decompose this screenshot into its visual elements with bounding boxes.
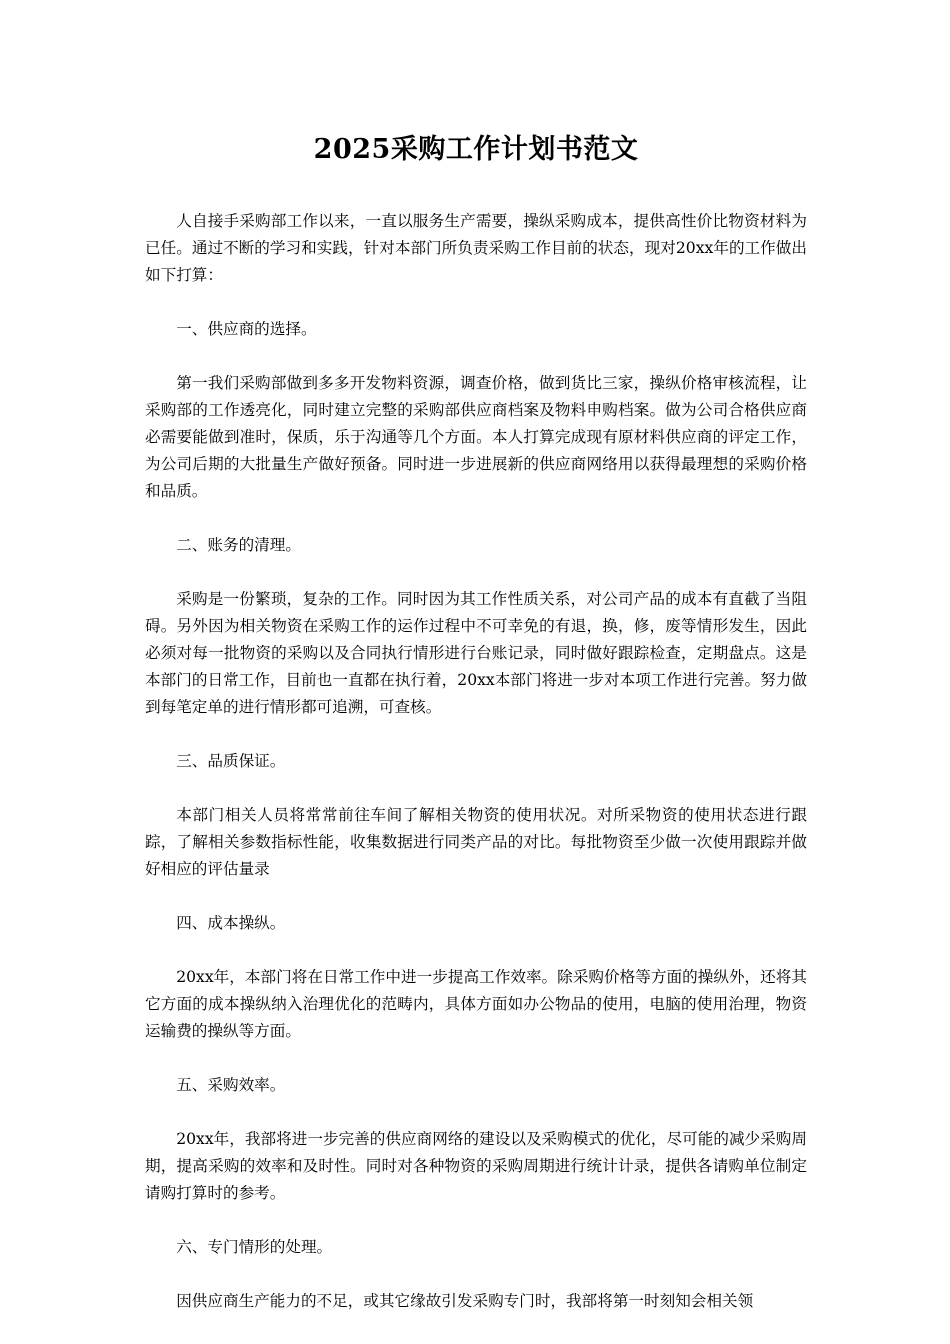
section-heading-account-cleanup: 二、账务的清理。 <box>176 536 301 554</box>
section-heading-quality-assurance: 三、品质保证。 <box>176 752 286 770</box>
section-heading-special-cases: 六、专门情形的处理。 <box>176 1238 333 1256</box>
section-heading-supplier-selection: 一、供应商的选择。 <box>176 320 317 338</box>
section-paragraph-special-cases: 因供应商生产能力的不足，或其它缘故引发采购专门时，我部将第一时刻知会相关领 <box>176 1292 754 1310</box>
section-paragraph-supplier-selection: 第一我们采购部做到多多开发物料资源，调查价格，做到货比三家，操纵价格审核流程，让采购部的工作透亮化，同时建立完整的采购部供应商档案及物料申购档案。做为公司合格供应商必需要能做到准时，保质，乐于沟通等几个方面。本人打算完成现有原材料供应商的评定工作，为公司后期的大批量生产做好预备。同时进一步进展新的供应商网络用以获得最理想的采购价格和品质。 <box>145 374 807 500</box>
section-paragraph-procurement-efficiency: 20xx年，我部将进一步完善的供应商网络的建设以及采购模式的优化，尽可能的减少采购周期，提高采购的效率和及时性。同时对各种物资的采购周期进行统计计录，提供各请购单位制定请购打算时的参考。 <box>145 1130 807 1202</box>
section-heading-cost-control: 四、成本操纵。 <box>176 914 286 932</box>
document-title: 2025采购工作计划书范文 <box>313 134 639 165</box>
section-paragraph-account-cleanup: 采购是一份繁琐，复杂的工作。同时因为其工作性质关系，对公司产品的成本有直截了当阻碍。另外因为相关物资在采购工作的运作过程中不可幸免的有退，换，修，废等情形发生，因此必须对每一批物资的采购以及合同执行情形进行台账记录，同时做好跟踪检查，定期盘点。这是本部门的日常工作，目前也一直都在执行着，20xx本部门将进一步对本项工作进行完善。努力做到每笔定单的进行情形都可追溯，可查核。 <box>145 590 807 716</box>
intro-paragraph: 人自接手采购部工作以来，一直以服务生产需要，操纵采购成本，提供高性价比物资材料为已任。通过不断的学习和实践，针对本部门所负责采购工作目前的状态，现对20xx年的工作做出如下打算： <box>145 212 807 284</box>
document-page <box>145 128 807 1342</box>
section-paragraph-quality-assurance: 本部门相关人员将常常前往车间了解相关物资的使用状况。对所采物资的使用状态进行跟踪，了解相关参数指标性能，收集数据进行同类产品的对比。每批物资至少做一次使用跟踪并做好相应的评估量录 <box>145 806 807 878</box>
section-paragraph-cost-control: 20xx年，本部门将在日常工作中进一步提高工作效率。除采购价格等方面的操纵外，还将其它方面的成本操纵纳入治理优化的范畴内，具体方面如办公物品的使用，电脑的使用治理，物资运输费的操纵等方面。 <box>145 968 807 1040</box>
section-heading-procurement-efficiency: 五、采购效率。 <box>176 1076 286 1094</box>
